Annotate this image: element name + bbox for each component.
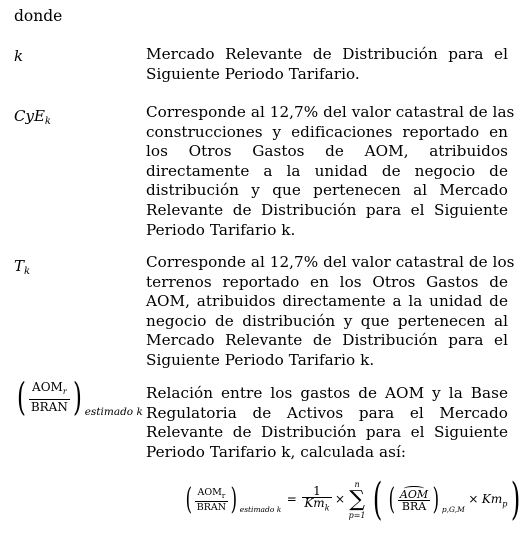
- definition-line: Corresponde al 12,7% del valor catastral de las: [146, 103, 515, 121]
- definition-t-k: [146, 253, 515, 371]
- definition-k: [146, 45, 508, 84]
- formula-kmp: $Km_p$: [481, 492, 508, 509]
- fraction-numerator: $AOM_r$: [29, 380, 70, 400]
- definition-line: Relevante de Distribución para el Siguiente: [146, 423, 508, 442]
- formula: ( $\frac{AOM_r}{\text{BRAN}}$ ) $_{estimado k}$ = $\frac{1}{Km_k}$ × n ∑ p=1 ( ( $\frac{\text{AOM}}{\text{BRA}}$ ) $_{p,G,M} \times Km_p$): [185, 474, 521, 525]
- definition-aom-bran: [146, 384, 508, 462]
- close-paren: ): [72, 375, 82, 419]
- term-aom-bran: [14, 375, 143, 419]
- definition-line: negocio de distribución y que pertenecen al: [146, 311, 508, 330]
- definition-line: Periodo Tarifario k.: [146, 220, 296, 239]
- formula-times: ×: [335, 492, 346, 506]
- term-cye-k: [14, 107, 142, 127]
- definition-line: Relevante de Distribución para el Siguiente: [146, 200, 508, 219]
- definition-line: distribución y que pertenecen al Mercado: [146, 181, 508, 200]
- definition-cye-k: [146, 103, 515, 240]
- definition-line: directamente a la unidad de negocio de: [146, 161, 508, 180]
- definition-line: Mercado Relevante de Distribución para el: [146, 45, 508, 63]
- term-k: k: [14, 47, 24, 65]
- definition-line: Periodo Tarifario k, calculada así:: [146, 442, 407, 461]
- formula-equals: =: [286, 492, 297, 506]
- definition-line: los Otros Gastos de AOM, atribuidos: [146, 142, 508, 161]
- formula-lhs-fraction: $\frac{AOM_r}{\text{BRAN}}$: [196, 486, 227, 514]
- formula-inner-subscript: p,G,M: [441, 505, 465, 514]
- term-subscript: k: [24, 266, 31, 277]
- term-base: T: [14, 257, 25, 275]
- definition-line: Mercado Relevante de Distribución para el: [146, 331, 508, 350]
- definition-line: Relación entre los gastos de AOM y la Base: [146, 384, 508, 402]
- formula-summation: n ∑ p=1: [348, 480, 366, 520]
- definition-line: Corresponde al 12,7% del valor catastral de los: [146, 253, 515, 271]
- fraction-denominator: BRAN: [30, 400, 68, 414]
- definition-line: Siguiente Periodo Tarifario k.: [146, 350, 375, 369]
- definition-line: construcciones y edificaciones reportado en: [146, 122, 508, 141]
- term-subscript: k: [44, 116, 51, 127]
- definition-line: Siguiente Periodo Tarifario.: [146, 64, 360, 83]
- formula-one-over-km: $\frac{1}{Km_k}$: [304, 484, 330, 513]
- definition-line: terrenos reportado en los Otros Gastos de: [146, 272, 508, 291]
- open-paren: (: [16, 375, 26, 419]
- term-t-k: [14, 257, 142, 277]
- formula-inner-fraction: $\frac{\text{AOM}}{\text{BRA}}$: [399, 487, 429, 513]
- intro-text: donde: [14, 7, 63, 25]
- term-fraction: [29, 380, 70, 414]
- definition-line: AOM, atribuidos directamente a la unidad de: [146, 292, 508, 311]
- formula-lhs-subscript: estimado k: [239, 505, 282, 514]
- term-subscript: estimado k: [84, 406, 143, 418]
- term-base: CyE: [14, 107, 45, 125]
- definition-line: Regulatoria de Activos para el Mercado: [146, 403, 508, 422]
